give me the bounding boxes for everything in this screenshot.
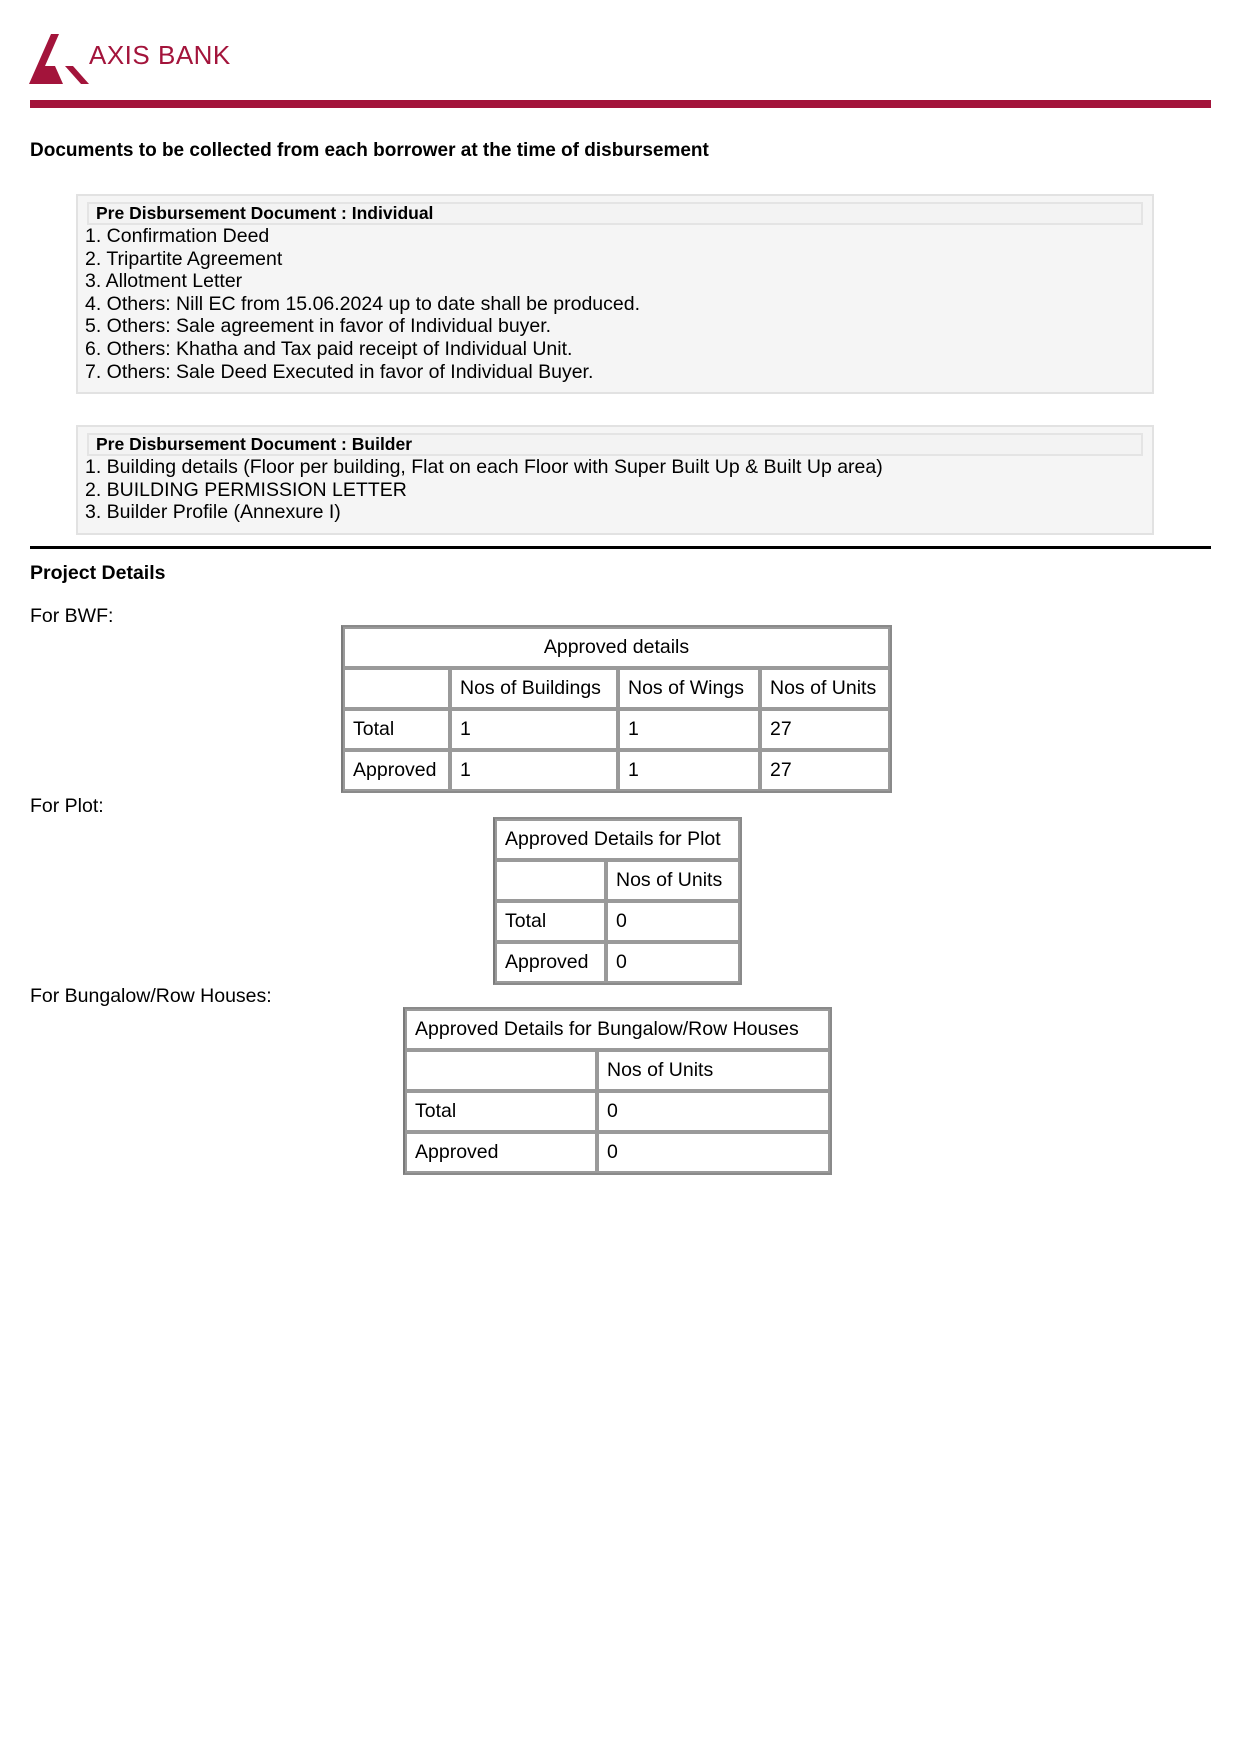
table-row xyxy=(405,1132,830,1173)
list-item: 1. Building details (Floor per building, Flat on each Floor with Super Built Up & Built Up area) xyxy=(85,456,883,478)
bwf-label: For BWF: xyxy=(30,605,114,627)
table-row xyxy=(343,709,890,750)
column-header: Nos of Buildings xyxy=(450,668,618,709)
table-title: Approved details xyxy=(343,627,890,668)
row-label: Approved xyxy=(405,1132,597,1173)
list-item: 4. Others: Nill EC from 15.06.2024 up to date shall be produced. xyxy=(85,292,640,315)
builder-documents-box xyxy=(76,425,1154,535)
table-row xyxy=(405,1091,830,1132)
bank-name: AXIS BANK xyxy=(89,40,231,70)
table-cell: 0 xyxy=(606,942,740,983)
table-row xyxy=(405,1009,830,1050)
list-item: 3. Allotment Letter xyxy=(85,270,243,293)
list-item: 2. Tripartite Agreement xyxy=(85,247,283,270)
list-item: 6. Others: Khatha and Tax paid receipt of Individual Unit. xyxy=(85,337,573,360)
column-header xyxy=(405,1050,597,1091)
row-label: Approved xyxy=(495,942,606,983)
table-row xyxy=(495,901,740,942)
column-header: Nos of Units xyxy=(760,668,890,709)
list-item: 2. BUILDING PERMISSION LETTER xyxy=(85,478,407,501)
table-cell: 0 xyxy=(597,1091,830,1132)
table-title: Approved Details for Bungalow/Row Houses xyxy=(405,1009,830,1050)
axis-logo-icon xyxy=(29,30,89,86)
row-label: Approved xyxy=(343,750,450,791)
table-header-row xyxy=(495,860,740,901)
table-title: Approved Details for Plot xyxy=(495,819,740,860)
table-cell: 27 xyxy=(760,750,890,791)
builder-documents-title: Pre Disbursement Document : Builder xyxy=(87,433,1143,456)
builder-documents-list xyxy=(85,456,1144,524)
table-row xyxy=(343,750,890,791)
list-item: 3. Builder Profile (Annexure I) xyxy=(85,501,341,524)
bungalow-approved-details-table xyxy=(403,1007,832,1175)
table-cell: 1 xyxy=(450,709,618,750)
list-item: 1. Confirmation Deed xyxy=(85,225,270,247)
project-details-heading: Project Details xyxy=(30,562,166,584)
column-header xyxy=(495,860,606,901)
table-row xyxy=(495,819,740,860)
header-divider xyxy=(30,100,1211,108)
plot-label: For Plot: xyxy=(30,795,104,817)
row-label: Total xyxy=(405,1091,597,1132)
plot-approved-details-table xyxy=(493,817,742,985)
axis-bank-logo xyxy=(29,30,231,86)
bwf-approved-details-table xyxy=(341,625,892,793)
table-cell: 1 xyxy=(618,709,760,750)
page-heading: Documents to be collected from each borrower at the time of disbursement xyxy=(30,140,709,161)
column-header xyxy=(343,668,450,709)
table-row xyxy=(495,942,740,983)
individual-documents-list xyxy=(85,225,1144,383)
column-header: Nos of Units xyxy=(606,860,740,901)
individual-documents-title: Pre Disbursement Document : Individual xyxy=(87,202,1143,225)
row-label: Total xyxy=(343,709,450,750)
table-row xyxy=(343,627,890,668)
list-item: 7. Others: Sale Deed Executed in favor of Individual Buyer. xyxy=(85,360,594,383)
table-cell: 27 xyxy=(760,709,890,750)
section-divider xyxy=(30,546,1211,549)
row-label: Total xyxy=(495,901,606,942)
table-cell: 1 xyxy=(450,750,618,791)
table-header-row xyxy=(343,668,890,709)
table-header-row xyxy=(405,1050,830,1091)
table-cell: 0 xyxy=(606,901,740,942)
bungalow-label: For Bungalow/Row Houses: xyxy=(30,985,272,1007)
individual-documents-box xyxy=(76,194,1154,394)
column-header: Nos of Units xyxy=(597,1050,830,1091)
table-cell: 0 xyxy=(597,1132,830,1173)
table-cell: 1 xyxy=(618,750,760,791)
column-header: Nos of Wings xyxy=(618,668,760,709)
list-item: 5. Others: Sale agreement in favor of Individual buyer. xyxy=(85,315,552,338)
